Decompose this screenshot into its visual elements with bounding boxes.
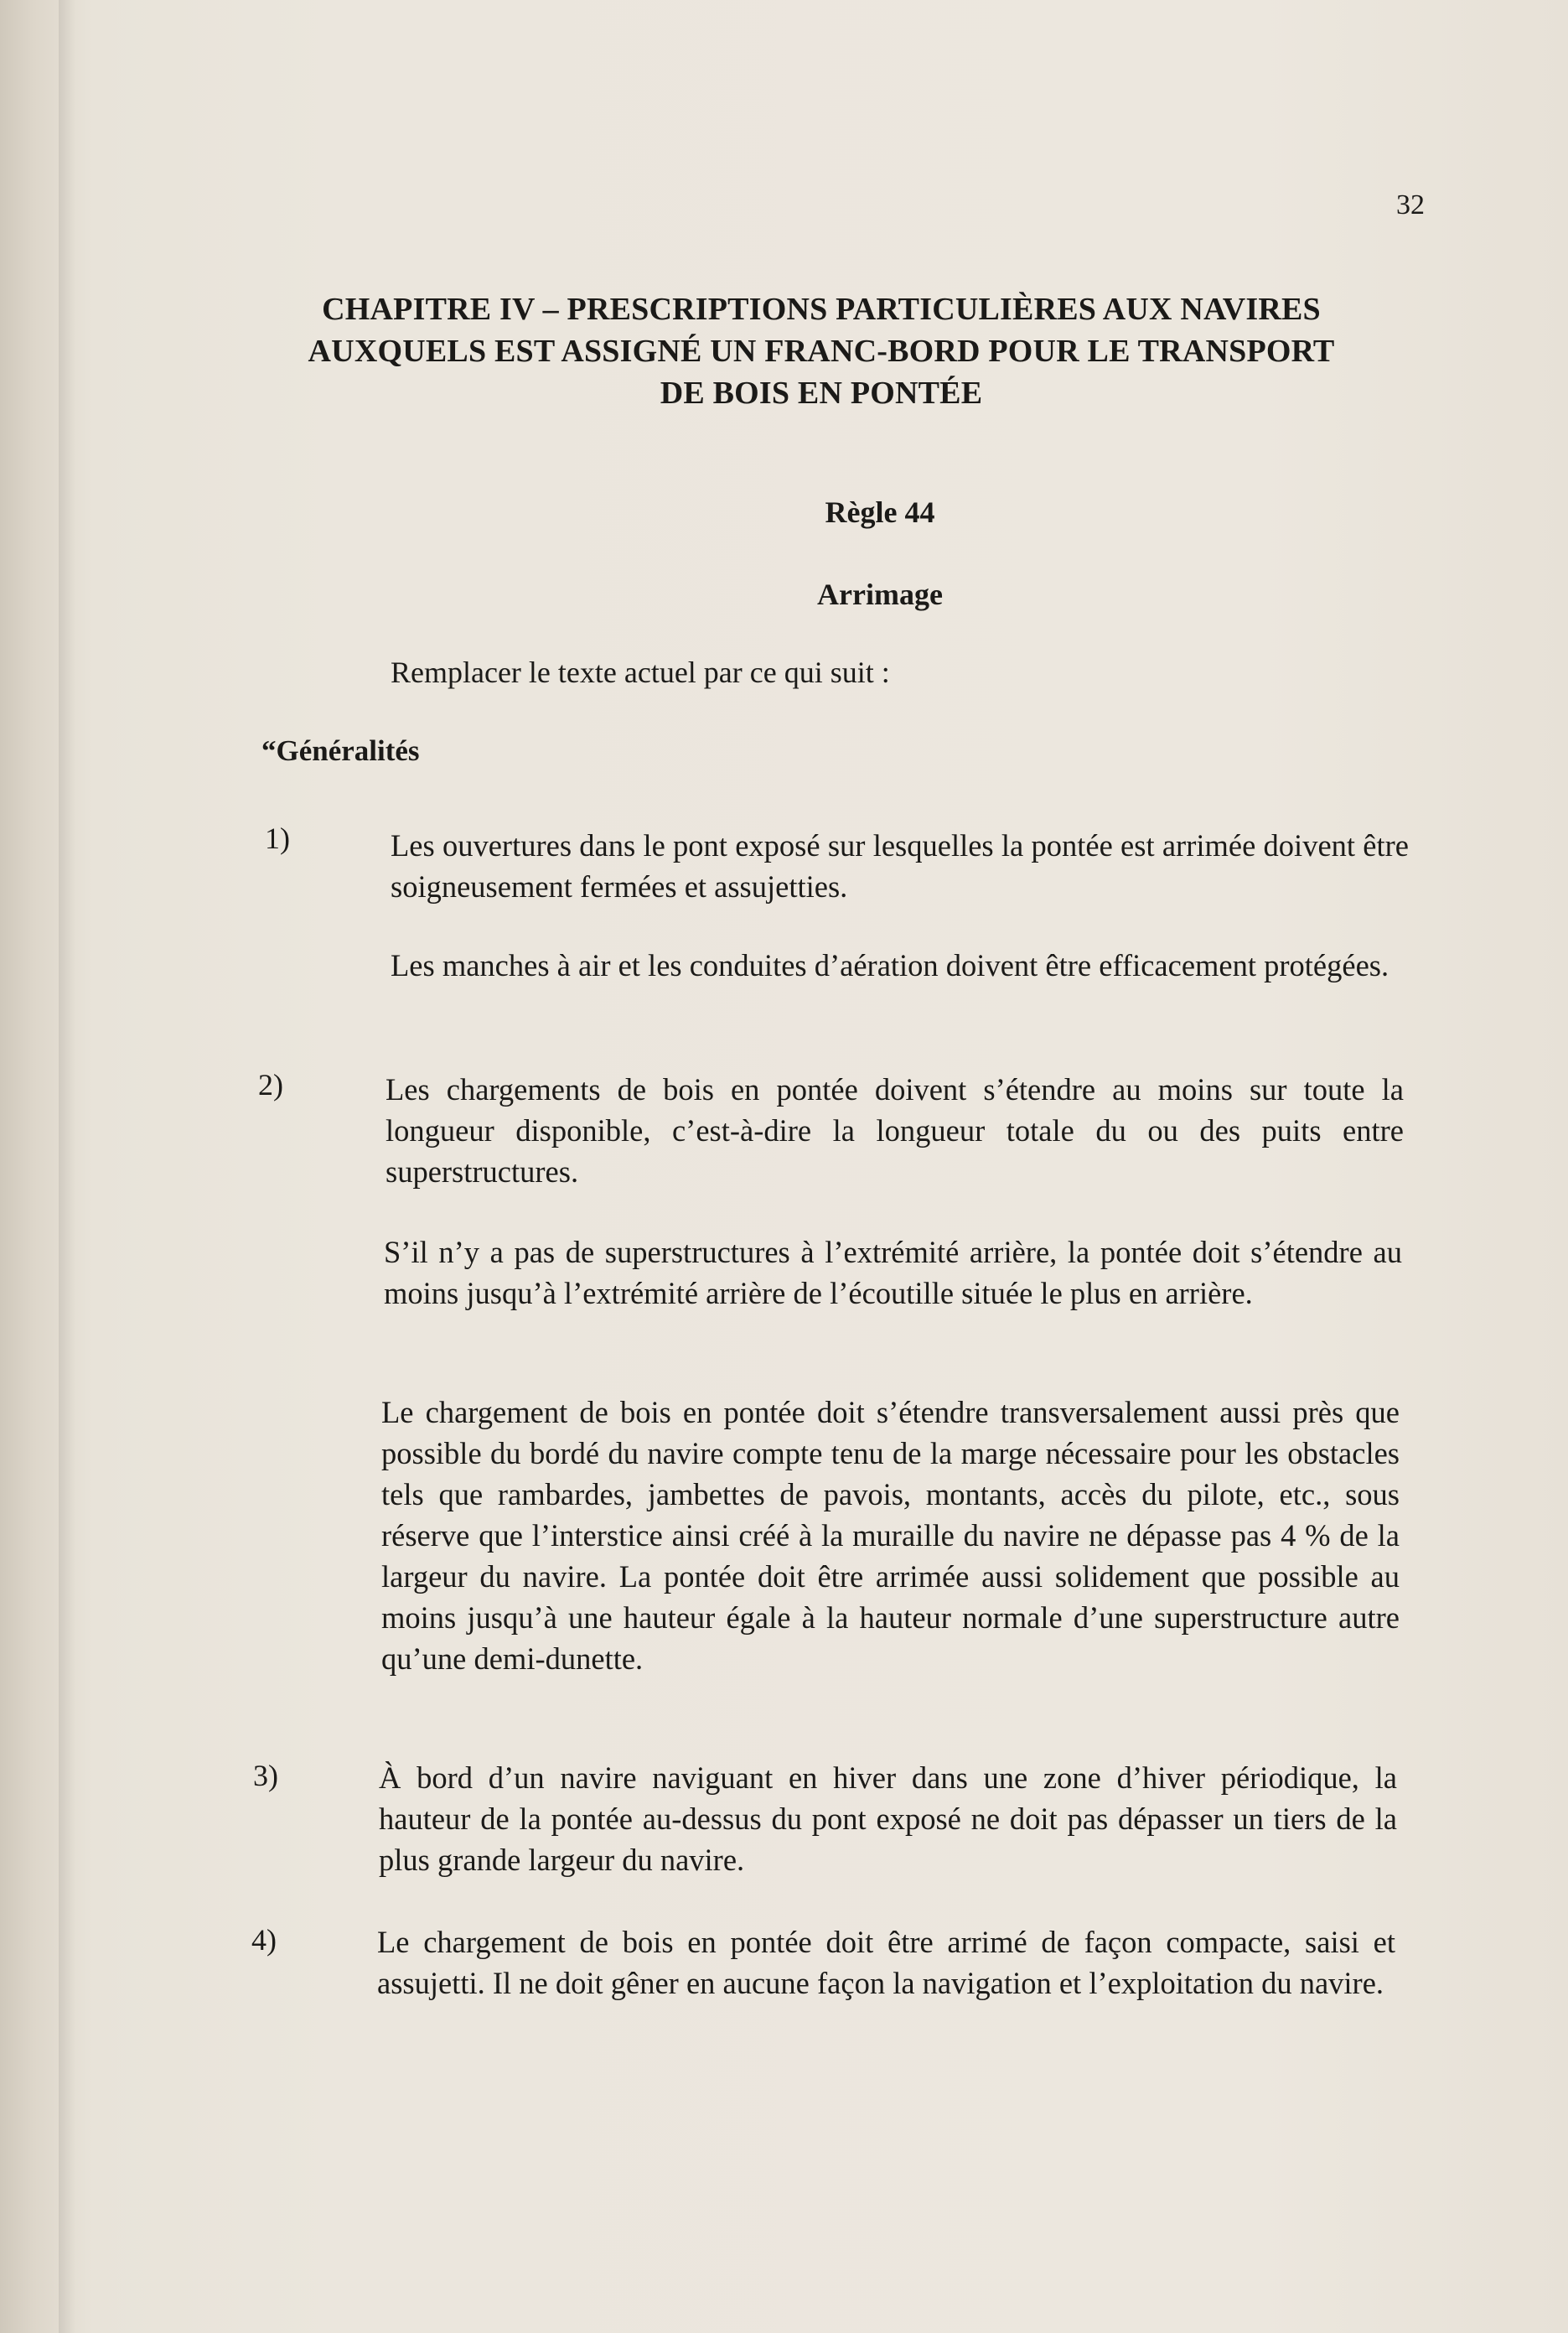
- chapter-title-line: AUXQUELS EST ASSIGNÉ UN FRANC-BORD POUR LE TRANSPORT: [308, 334, 1335, 369]
- item-number: 1): [265, 822, 290, 855]
- section-heading: “Généralités: [261, 734, 420, 767]
- rule-title: Arrimage: [817, 578, 943, 611]
- item-paragraph: Le chargement de bois en pontée doit s’étendre transversalement aussi près que possible du bordé du navire compte tenu de la marge nécessaire pour les obstacles tels que rambardes, jambettes de pavois, montants, accès du pilote, etc., sous réserve que l’interstice ainsi créé à la muraille du navire ne dépasse pas 4 % de la largeur du navire. La pontée doit être arrimée aussi solidement que possible au moins jusqu’à une hauteur égale à la hauteur normale d’une superstructure autre qu’une demi-dunette.: [381, 1395, 1400, 1676]
- rule-number: Règle 44: [825, 495, 935, 529]
- page-number: 32: [1396, 189, 1425, 220]
- item-paragraph: À bord d’un navire naviguant en hiver dans une zone d’hiver périodique, la hauteur de la pontée au-dessus du pont exposé ne doit pas dépasser un tiers de la plus grande largeur du navire.: [379, 1760, 1397, 1877]
- intro-text: Remplacer le texte actuel par ce qui suit :: [391, 656, 890, 689]
- item-number: 3): [253, 1759, 278, 1792]
- item-paragraph: S’il n’y a pas de superstructures à l’extrémité arrière, la pontée doit s’étendre au moins jusqu’à l’extrémité arrière de l’écoutille située le plus en arrière.: [384, 1235, 1402, 1310]
- item-paragraph: Les ouvertures dans le pont exposé sur lesquelles la pontée est arrimée doivent être soigneusement fermées et assujetties.: [391, 828, 1409, 904]
- page-gutter-shadow: [59, 0, 75, 2333]
- chapter-title: [243, 288, 1400, 414]
- chapter-title-line: DE BOIS EN PONTÉE: [660, 376, 983, 411]
- chapter-title-line: CHAPITRE IV – PRESCRIPTIONS PARTICULIÈRES AUX NAVIRES: [322, 292, 1321, 327]
- item-number: 2): [258, 1068, 283, 1102]
- item-paragraph: Les chargements de bois en pontée doivent s’étendre au moins sur toute la longueur disponible, c’est-à-dire la longueur totale du ou des puits entre superstructures.: [386, 1072, 1404, 1189]
- item-paragraph: Le chargement de bois en pontée doit être arrimé de façon compacte, saisi et assujetti. Il ne doit gêner en aucune façon la navigation et l’exploitation du navire.: [377, 1925, 1395, 2000]
- item-number: 4): [251, 1923, 277, 1957]
- item-paragraph: Les manches à air et les conduites d’aération doivent être efficacement protégées.: [391, 948, 1389, 982]
